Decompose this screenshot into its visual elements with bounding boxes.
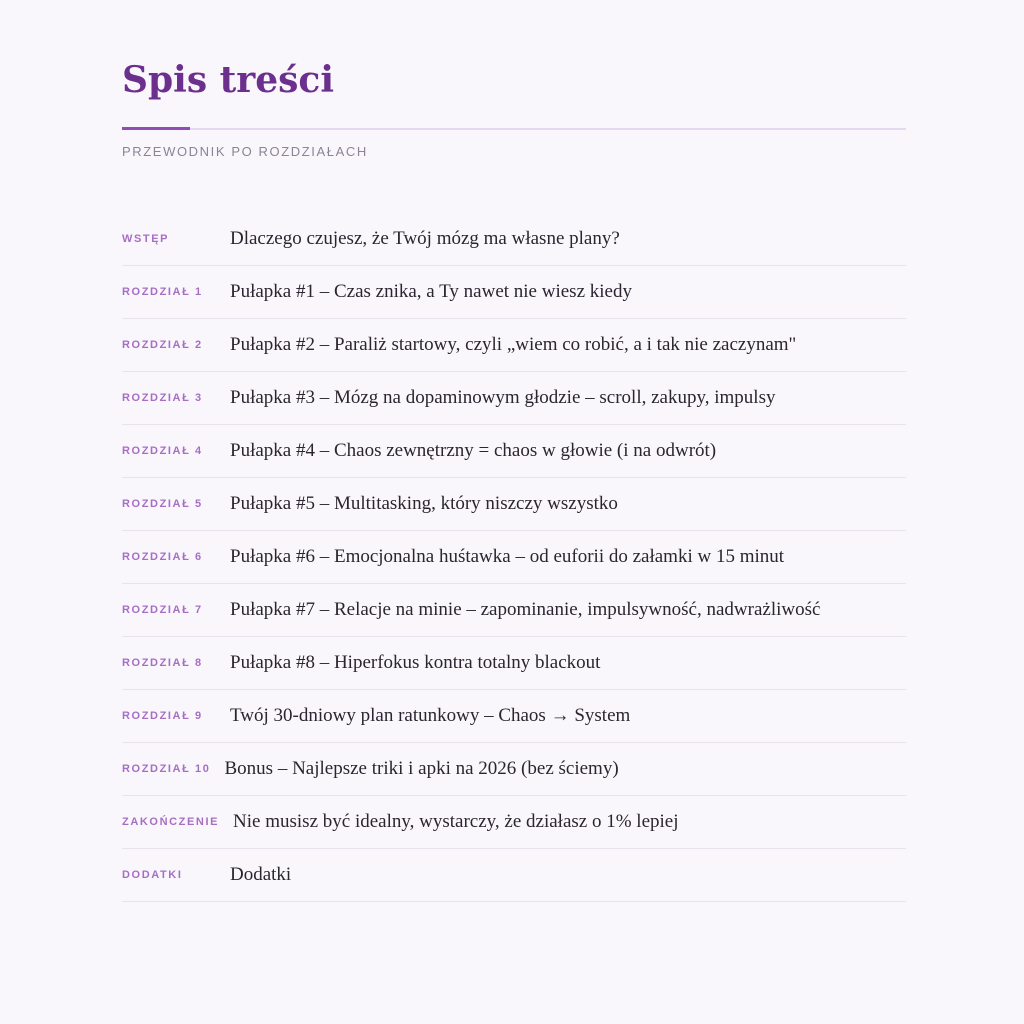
toc-list xyxy=(122,213,906,902)
toc-item-title: Dlaczego czujesz, że Twój mózg ma własne plany? xyxy=(230,228,620,249)
toc-item-chapter-9[interactable] xyxy=(122,690,906,743)
toc-item-chapter-2[interactable] xyxy=(122,319,906,372)
toc-item-chapter-6[interactable] xyxy=(122,531,906,584)
toc-item-label: ROZDZIAŁ 10 xyxy=(122,763,211,775)
toc-item-label: ROZDZIAŁ 6 xyxy=(122,551,203,563)
title-divider xyxy=(122,128,906,130)
toc-item-chapter-7[interactable] xyxy=(122,584,906,637)
toc-item-chapter-1[interactable] xyxy=(122,266,906,319)
toc-item-appendix[interactable] xyxy=(122,849,906,902)
toc-item-chapter-3[interactable] xyxy=(122,372,906,425)
toc-item-label: ROZDZIAŁ 7 xyxy=(122,604,203,616)
toc-item-title: Pułapka #7 – Relacje na minie – zapominanie, impulsywność, nadwrażliwość xyxy=(230,599,821,620)
toc-item-label: ZAKOŃCZENIE xyxy=(122,816,220,828)
toc-item-title: Nie musisz być idealny, wystarczy, że działasz o 1% lepiej xyxy=(233,811,679,832)
toc-item-title: Pułapka #4 – Chaos zewnętrzny = chaos w głowie (i na odwrót) xyxy=(230,440,717,461)
page-title: Spis treści xyxy=(122,59,335,101)
toc-item-chapter-5[interactable] xyxy=(122,478,906,531)
toc-item-chapter-10[interactable] xyxy=(122,743,906,796)
toc-item-title: Pułapka #3 – Mózg na dopaminowym głodzie – scroll, zakupy, impulsy xyxy=(230,387,776,408)
toc-item-label: ROZDZIAŁ 3 xyxy=(122,392,203,404)
toc-item-conclusion[interactable] xyxy=(122,796,906,849)
toc-item-title: Dodatki xyxy=(230,864,292,885)
toc-item-label: DODATKI xyxy=(122,869,183,881)
toc-item-title: Pułapka #6 – Emocjonalna huśtawka – od euforii do załamki w 15 minut xyxy=(230,546,785,567)
toc-item-label: WSTĘP xyxy=(122,233,170,245)
toc-item-label: ROZDZIAŁ 2 xyxy=(122,339,203,351)
toc-item-label: ROZDZIAŁ 4 xyxy=(122,445,203,457)
toc-item-title: Pułapka #1 – Czas znika, a Ty nawet nie wiesz kiedy xyxy=(230,281,632,302)
toc-item-title: Pułapka #8 – Hiperfokus kontra totalny blackout xyxy=(230,652,601,673)
toc-item-title: Twój 30-dniowy plan ratunkowy – Chaos → System xyxy=(230,705,631,726)
toc-item-label: ROZDZIAŁ 8 xyxy=(122,657,203,669)
toc-item-title: Pułapka #5 – Multitasking, który niszczy wszystko xyxy=(230,493,618,514)
toc-item-label: ROZDZIAŁ 1 xyxy=(122,286,203,298)
toc-item-chapter-8[interactable] xyxy=(122,637,906,690)
page-subtitle: PRZEWODNIK PO ROZDZIAŁACH xyxy=(122,144,368,159)
toc-item-label: ROZDZIAŁ 9 xyxy=(122,710,203,722)
title-divider-accent xyxy=(122,127,190,130)
toc-item-title: Pułapka #2 – Paraliż startowy, czyli „wiem co robić, a i tak nie zaczynam" xyxy=(230,334,797,355)
toc-item-title: Bonus – Najlepsze triki i apki na 2026 (bez ściemy) xyxy=(224,758,619,779)
toc-item-label: ROZDZIAŁ 5 xyxy=(122,498,203,510)
toc-item-chapter-4[interactable] xyxy=(122,425,906,478)
toc-item-intro[interactable] xyxy=(122,213,906,266)
